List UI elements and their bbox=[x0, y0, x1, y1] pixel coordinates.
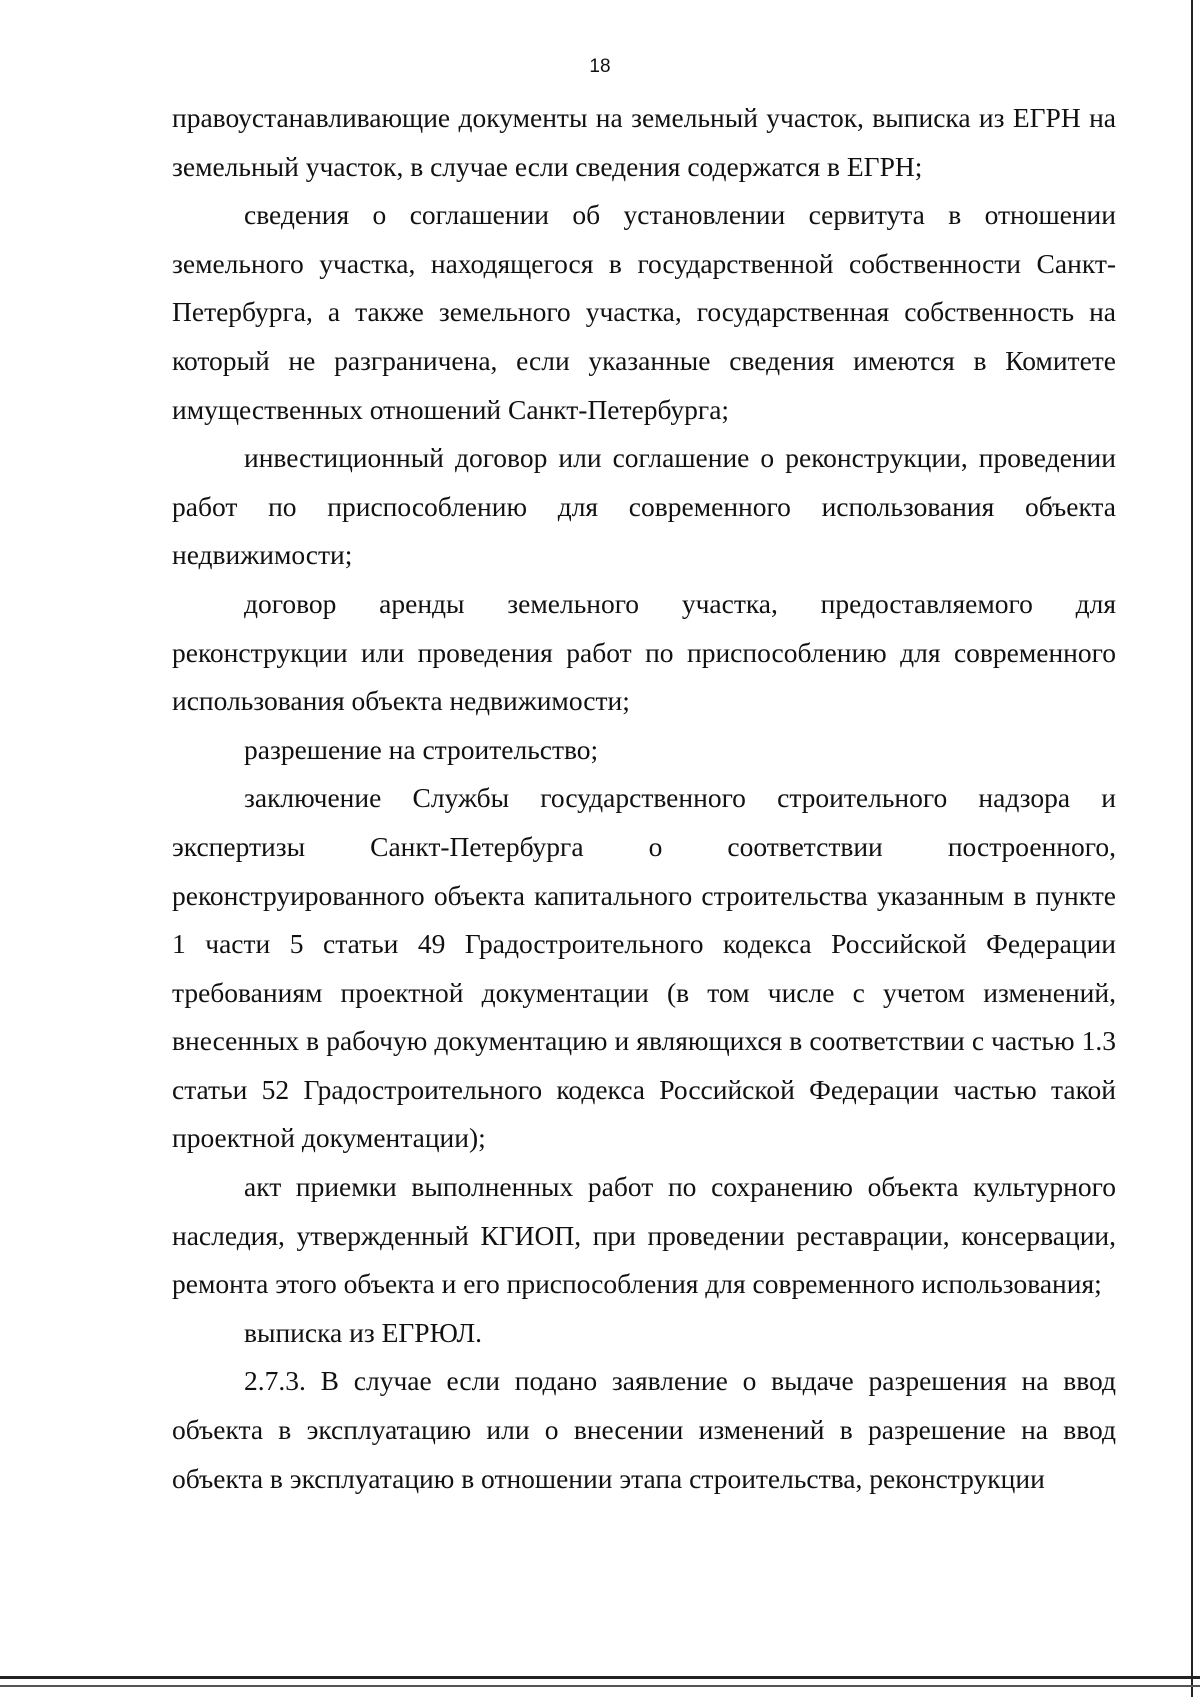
paragraph-building-permit: разрешение на строительство; bbox=[244, 733, 599, 765]
paragraph-title-documents: правоустанавливающие документы на земельный участок, выписка из ЕГРН на земельный участок, в случае если сведения содержатся в ЕГРН; bbox=[172, 102, 1116, 182]
paragraph-servitude-info: сведения о соглашении об установлении сервитута в отношении земельного участка, находящегося в государственной собственности Санкт-Петербурга, а также земельного участка, государственная собственность на который не разграничена, если указанные сведения имеются в Комитете имущественных отношений Санкт-Петербурга; bbox=[172, 199, 1116, 425]
scan-border-right bbox=[1191, 0, 1193, 1697]
page-number: 18 bbox=[589, 56, 611, 77]
scan-border-bottom bbox=[0, 1676, 1200, 1679]
scan-border-bottom-secondary bbox=[0, 1685, 1200, 1687]
paragraph-acceptance-act: акт приемки выполненных работ по сохранению объекта культурного наследия, утвержденный КГИОП, при проведении реставрации, консервации, ремонта этого объекта и его приспособления для современного использования; bbox=[172, 1171, 1116, 1300]
document-body bbox=[172, 94, 1116, 1503]
paragraph-land-lease: договор аренды земельного участка, предоставляемого для реконструкции или проведения работ по приспособлению для современного использования объекта недвижимости; bbox=[172, 587, 1116, 717]
paragraph-egrul-extract: выписка из ЕГРЮЛ. bbox=[244, 1316, 482, 1348]
paragraph-supervision-conclusion: заключение Службы государственного строительного надзора и экспертизы Санкт-Петербурга о соответствии построенного, реконструированного объекта капитального строительства указанным в пункте 1 части 5 статьи 49 Градостроительного кодекса Российской Федерации требованиям проектной документации (в том числе с учетом изменений, внесенных в рабочую документацию и являющихся в соответствии с частью 1.3 статьи 52 Градостроительного кодекса Российской Федерации частью такой проектной документации); bbox=[172, 782, 1116, 1154]
paragraph-clause-2-7-3: 2.7.3. В случае если подано заявление о выдаче разрешения на ввод объекта в эксплуатацию или о внесении изменений в разрешение на ввод объекта в эксплуатацию в отношении этапа строительства, реконструкции bbox=[172, 1365, 1116, 1494]
paragraph-investment-contract: инвестиционный договор или соглашение о реконструкции, проведении работ по приспособлению для современного использования объекта недвижимости; bbox=[172, 442, 1116, 571]
